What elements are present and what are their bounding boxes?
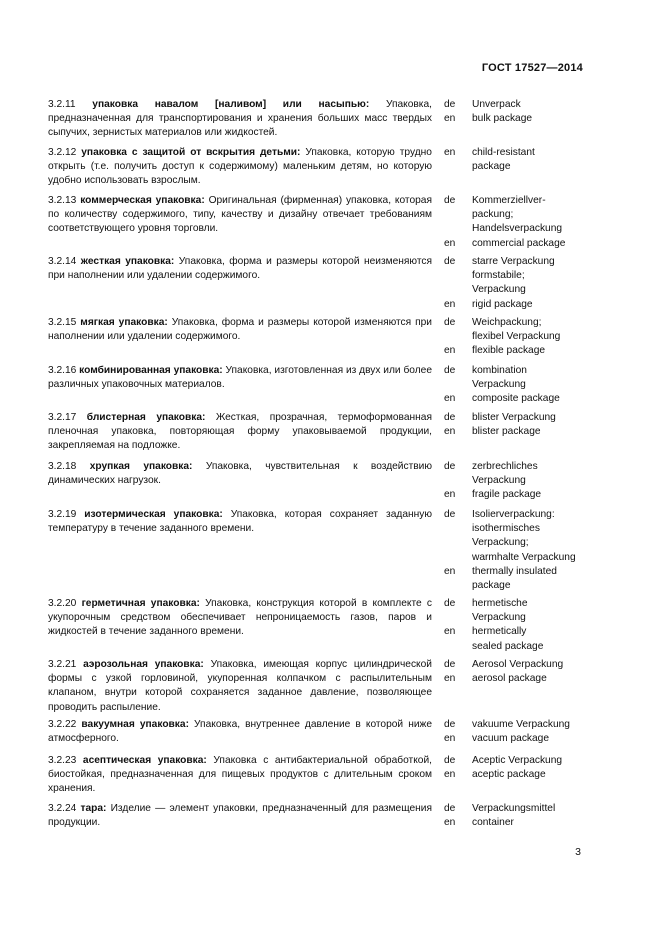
language-code xyxy=(444,522,472,536)
translation-line xyxy=(444,658,604,672)
language-code xyxy=(444,474,472,488)
translation-term: commercial package xyxy=(472,237,566,249)
term-name: изотермическая упаковка: xyxy=(84,509,223,520)
translation-term: Verpackung xyxy=(472,379,526,391)
term-name: мягкая упаковка: xyxy=(80,317,168,328)
language-code: en xyxy=(444,565,456,577)
translation-line xyxy=(444,392,604,406)
translations xyxy=(444,255,604,312)
language-code: de xyxy=(444,256,456,267)
translation-term: thermally insulated xyxy=(472,565,557,577)
translation-term: Verpackung xyxy=(472,612,526,624)
language-code: en xyxy=(444,113,456,125)
language-code xyxy=(444,283,472,297)
language-code xyxy=(444,640,472,654)
language-code: en xyxy=(444,298,456,310)
translation-line xyxy=(444,330,604,344)
translations xyxy=(444,411,604,439)
translation-term: isothermisches xyxy=(472,523,540,535)
translation-line xyxy=(444,208,604,222)
translation-line xyxy=(444,508,604,522)
translation-term: kombination xyxy=(472,365,527,376)
translation-line xyxy=(444,378,604,392)
definition-text: Жесткая, прозрачная, термоформованная пленочная упаковка, повторяющая форму упаковываемой продукции, закрепляемая на подложке. xyxy=(48,412,432,452)
term-number: 3.2.14 xyxy=(48,256,77,267)
translation-line xyxy=(444,237,604,251)
translation-term: formstabile; xyxy=(472,270,525,282)
term-name: асептическая упаковка: xyxy=(82,755,207,766)
translation-line xyxy=(444,522,604,536)
term-number: 3.2.19 xyxy=(48,509,77,520)
translation-line xyxy=(444,425,604,439)
definition-text: Упаковка, предназначенная для транспортирования и хранения больших масс твердых сыпучих, зернистых материалов или жидкостей. xyxy=(48,99,432,139)
translation-line xyxy=(444,316,604,330)
translation-term: bulk package xyxy=(472,113,533,125)
language-code: en xyxy=(444,673,456,685)
translation-term: package xyxy=(472,580,511,592)
language-code: de xyxy=(444,461,456,472)
translation-term: Handelsverpackung xyxy=(472,223,563,235)
translation-line xyxy=(444,160,604,174)
term-definition xyxy=(48,316,432,344)
term-definition xyxy=(48,802,432,830)
translation-line xyxy=(444,411,604,425)
translation-line xyxy=(444,298,604,312)
translation-line xyxy=(444,283,604,297)
translation-term: warmhalte Verpackung xyxy=(472,551,576,563)
translations xyxy=(444,364,604,407)
definition-text: Упаковка, чувствительная к воздействию динамических нагрузок. xyxy=(48,461,432,487)
translation-line xyxy=(444,146,604,160)
translation-term: starre Verpackung xyxy=(472,256,555,267)
term-name: герметичная упаковка: xyxy=(81,598,200,609)
term-number: 3.2.11 xyxy=(48,99,76,110)
translations xyxy=(444,718,604,746)
term-name: хрупкая упаковка: xyxy=(89,461,193,472)
translation-line xyxy=(444,579,604,593)
translation-term: vacuum package xyxy=(472,733,550,745)
translation-line xyxy=(444,536,604,550)
translations xyxy=(444,658,604,686)
term-name: коммерческая упаковка: xyxy=(80,195,205,206)
translations xyxy=(444,802,604,830)
language-code xyxy=(444,330,472,344)
language-code: de xyxy=(444,317,456,328)
translation-term: Verpackung xyxy=(472,284,526,296)
translation-term: child-resistant xyxy=(472,147,535,158)
language-code: de xyxy=(444,598,456,609)
language-code xyxy=(444,269,472,283)
definition-text: Упаковка, которая сохраняет заданную температуру в течение заданного времени. xyxy=(48,509,432,535)
definition-text: Оригинальная (фирменная) упаковка, которая по количеству содержимого, типу, качеству и дизайну отвечает требованиям соответствующего уровня торговли. xyxy=(48,195,432,235)
translation-line xyxy=(444,611,604,625)
language-code: en xyxy=(444,393,456,405)
translation-term: zerbrechliches xyxy=(472,461,538,472)
language-code: de xyxy=(444,659,456,670)
language-code: de xyxy=(444,365,456,376)
term-number: 3.2.13 xyxy=(48,195,77,206)
language-code: de xyxy=(444,803,456,814)
translation-term: Aerosol Verpackung xyxy=(472,659,564,670)
term-definition xyxy=(48,98,432,141)
translation-line xyxy=(444,194,604,208)
translation-term: packung; xyxy=(472,209,514,221)
translation-term: blister Verpackung xyxy=(472,412,556,423)
term-name: упаковка навалом [наливом] или насыпью: xyxy=(92,99,370,110)
definition-text: Изделие — элемент упаковки, предназначенный для размещения продукции. xyxy=(48,803,432,829)
language-code: en xyxy=(444,489,456,501)
translation-term: vakuume Verpackung xyxy=(472,719,570,730)
translation-line xyxy=(444,597,604,611)
translation-line xyxy=(444,768,604,782)
definition-text: Упаковка, форма и размеры которой неизменяются при наполнении или удалении содержимого. xyxy=(48,256,433,282)
translations xyxy=(444,194,604,251)
standard-header: ГОСТ 17527—2014 xyxy=(481,62,583,74)
translation-line xyxy=(444,802,604,816)
term-name: жесткая упаковка: xyxy=(80,256,175,267)
term-definition xyxy=(48,194,432,237)
language-code: de xyxy=(444,195,456,206)
translation-line xyxy=(444,269,604,283)
definition-text: Упаковка с антибактериальной обработкой, биостойкая, предназначенная для пищевых продуктов с длительным сроком хранения. xyxy=(48,755,432,795)
language-code xyxy=(444,208,472,222)
translation-line xyxy=(444,488,604,502)
translation-term: fragile package xyxy=(472,489,542,501)
language-code xyxy=(444,160,472,174)
translation-line xyxy=(444,551,604,565)
definition-text: Упаковка, имеющая корпус цилиндрической формы с узкой горловиной, укупоренная колпачком с распылительным клапаном, внутри которой сохраняется заданное давление, позволяющее проводить распыление. xyxy=(48,659,432,713)
term-definition xyxy=(48,718,432,746)
translation-term: Isolierverpackung: xyxy=(472,509,555,520)
term-definition xyxy=(48,146,432,189)
translation-line xyxy=(444,344,604,358)
translation-term: Kommerziellver- xyxy=(472,195,546,206)
translation-term: aceptic package xyxy=(472,769,546,781)
translation-line xyxy=(444,364,604,378)
language-code: en xyxy=(444,345,456,357)
translations xyxy=(444,754,604,782)
definition-text: Упаковка, которую трудно открыть (т.е. получить доступ к содержимому) маленьким детям, но которую удобно использовать взрослым. xyxy=(48,147,432,187)
translation-line xyxy=(444,672,604,686)
term-definition xyxy=(48,364,432,392)
definition-text: Упаковка, внутреннее давление в которой ниже атмосферного. xyxy=(48,719,432,745)
language-code: en xyxy=(444,817,456,829)
term-definition xyxy=(48,508,432,536)
translation-line xyxy=(444,255,604,269)
translations xyxy=(444,597,604,654)
language-code xyxy=(444,579,472,593)
term-number: 3.2.20 xyxy=(48,598,77,609)
term-name: аэрозольная упаковка: xyxy=(83,659,204,670)
translation-line xyxy=(444,754,604,768)
term-definition xyxy=(48,754,432,797)
language-code: de xyxy=(444,412,456,423)
term-number: 3.2.24 xyxy=(48,803,77,814)
translation-term: hermetische xyxy=(472,598,528,609)
language-code: de xyxy=(444,99,456,110)
term-definition xyxy=(48,658,432,715)
term-number: 3.2.15 xyxy=(48,317,77,328)
translation-term: aerosol package xyxy=(472,673,547,685)
translation-term: Aceptic Verpackung xyxy=(472,755,563,766)
translations xyxy=(444,146,604,174)
term-name: тара: xyxy=(80,803,107,814)
language-code: en xyxy=(444,147,456,158)
translation-line xyxy=(444,816,604,830)
term-definition xyxy=(48,411,432,454)
language-code xyxy=(444,222,472,236)
term-number: 3.2.22 xyxy=(48,719,77,730)
translation-term: rigid package xyxy=(472,298,533,310)
translation-term: Unverpack xyxy=(472,99,521,110)
translations xyxy=(444,508,604,593)
translation-line xyxy=(444,222,604,236)
translation-term: package xyxy=(472,161,511,173)
term-number: 3.2.17 xyxy=(48,412,77,423)
language-code xyxy=(444,378,472,392)
language-code xyxy=(444,536,472,550)
page-number: 3 xyxy=(575,846,581,858)
language-code: en xyxy=(444,769,456,781)
translation-line xyxy=(444,625,604,639)
term-name: упаковка с защитой от вскрытия детьми: xyxy=(81,147,301,158)
definition-text: Упаковка, изготовленная из двух или более различных упаковочных материалов. xyxy=(48,365,433,391)
translation-term: Verpackungsmittel xyxy=(472,803,556,814)
translation-line xyxy=(444,98,604,112)
term-definition xyxy=(48,597,432,640)
translation-line xyxy=(444,474,604,488)
language-code: de xyxy=(444,755,456,766)
translation-line xyxy=(444,112,604,126)
term-definition xyxy=(48,460,432,488)
translation-line xyxy=(444,732,604,746)
language-code: en xyxy=(444,733,456,745)
translation-term: Verpackung; xyxy=(472,537,529,549)
term-name: комбинированная упаковка: xyxy=(79,365,223,376)
language-code: de xyxy=(444,509,456,520)
term-name: блистерная упаковка: xyxy=(86,412,206,423)
language-code: de xyxy=(444,719,456,730)
translation-line xyxy=(444,640,604,654)
translation-term: container xyxy=(472,817,514,829)
translation-term: flexible package xyxy=(472,345,546,357)
language-code: en xyxy=(444,626,456,638)
definition-text: Упаковка, форма и размеры которой изменяются при наполнении или удалении содержимого. xyxy=(48,317,432,343)
definition-text: Упаковка, конструкция которой в комплекте с укупорочным средством обеспечивает непроницаемость газов, паров и жидкостей в течение заданного времени. xyxy=(48,598,432,638)
term-number: 3.2.18 xyxy=(48,461,77,472)
translation-term: Weichpackung; xyxy=(472,317,542,328)
translation-term: hermetically xyxy=(472,626,527,638)
translation-term: blister package xyxy=(472,426,541,438)
language-code xyxy=(444,551,472,565)
language-code xyxy=(444,611,472,625)
translation-line xyxy=(444,565,604,579)
translations xyxy=(444,460,604,503)
term-name: вакуумная упаковка: xyxy=(81,719,189,730)
translations xyxy=(444,316,604,359)
translation-term: Verpackung xyxy=(472,475,526,487)
translation-term: flexibel Verpackung xyxy=(472,331,561,343)
term-number: 3.2.12 xyxy=(48,147,77,158)
translations xyxy=(444,98,604,126)
translation-term: sealed package xyxy=(472,640,544,652)
term-definition xyxy=(48,255,432,283)
term-number: 3.2.23 xyxy=(48,755,77,766)
language-code: en xyxy=(444,237,456,249)
translation-term: composite package xyxy=(472,393,560,405)
translation-line xyxy=(444,718,604,732)
language-code: en xyxy=(444,426,456,438)
translation-line xyxy=(444,460,604,474)
term-number: 3.2.21 xyxy=(48,659,77,670)
term-number: 3.2.16 xyxy=(48,365,77,376)
